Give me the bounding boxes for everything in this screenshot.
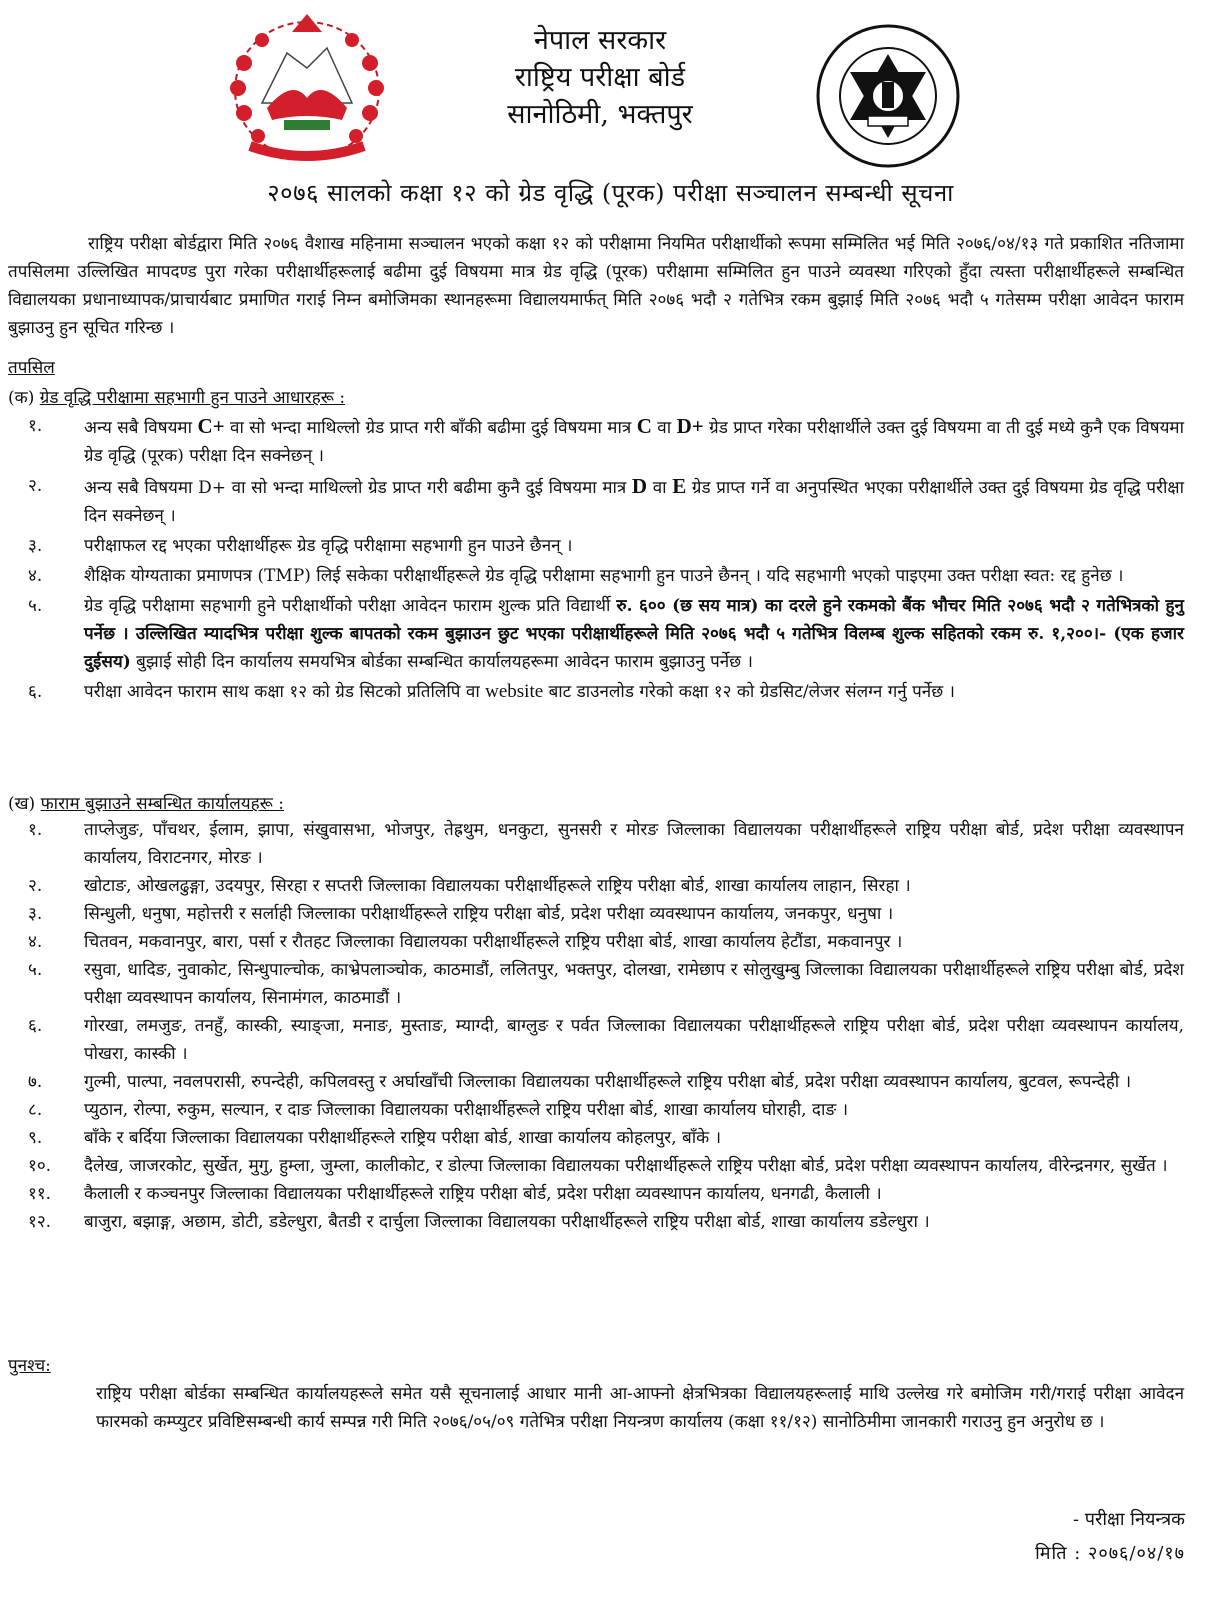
list-item xyxy=(28,472,1184,530)
signature-title: - परीक्षा नियन्त्रक xyxy=(1072,1509,1185,1530)
item-number: ६. xyxy=(28,1016,43,1036)
item-text: वा सो भन्दा माथिल्लो ग्रेड प्राप्त गरी बाँकी बढीमा दुई विषयमा मात्र xyxy=(224,418,637,438)
item-number: ६. xyxy=(28,682,43,702)
item-text: ग्रेड प्राप्त गर्ने वा अनुपस्थित भएका परीक्षार्थीले उक्त दुई विषयमा ग्रेड वृद्धि परीक्षा दिन सक्नेछन् । xyxy=(84,478,1184,526)
grade-mark: D+ xyxy=(676,414,704,438)
item-number: १. xyxy=(28,416,43,436)
postscript-heading: पुनश्च: xyxy=(8,1356,51,1376)
item-text: अन्य सबै विषयमा xyxy=(84,418,198,438)
item-text: ग्रेड वृद्धि परीक्षामा सहभागी हुने परीक्षार्थीको परीक्षा आवेदन फाराम शुल्क प्रति विद्यार्थी xyxy=(84,596,617,616)
item-text: गुल्मी, पाल्पा, नवलपरासी, रुपन्देही, कपिलवस्तु र अर्घाखाँची जिल्लाका विद्यालयका परीक्षार्थीहरूले राष्ट्रिय परीक्षा बोर्ड, प्रदेश परीक्षा व्यवस्थापन कार्यालय, बुटवल, रूपन्देही । xyxy=(84,1072,1132,1092)
section-ka-title: ग्रेड वृद्धि परीक्षामा सहभागी हुन पाउने आधारहरू : xyxy=(39,388,346,408)
list-item xyxy=(28,532,1184,560)
item-text: वा xyxy=(647,478,673,498)
list-item xyxy=(28,412,1184,470)
item-number: ४. xyxy=(28,566,43,586)
item-text: बाँके र बर्दिया जिल्लाका विद्यालयका परीक्षार्थीहरूले राष्ट्रिय परीक्षा बोर्ड, शाखा कार्यालय कोहलपुर, बाँके । xyxy=(84,1128,722,1148)
item-text: रसुवा, धादिङ, नुवाकोट, सिन्धुपाल्चोक, काभ्रेपलाञ्चोक, काठमाडौं, ललितपुर, भक्तपुर, दोलखा, रामेछाप र सोलुखुम्बु जिल्लाका विद्यालयका परीक्षार्थीहरूले राष्ट्रिय परीक्षा बोर्ड, प्रदेश परीक्षा व्यवस्थापन कार्यालय, सिनामंगल, काठमाडौं । xyxy=(84,960,1184,1008)
intro-paragraph: राष्ट्रिय परीक्षा बोर्डद्वारा मिति २०७६ वैशाख महिनामा सञ्चालन भएको कक्षा १२ को परीक्षामा नियमित परीक्षार्थीको रूपमा सम्मिलित भई मिति २०७६/०४/१३ गते प्रकाशित नतिजामा तपसिलमा उल्लिखित मापदण्ड पुरा गरेका परीक्षार्थीहरूलाई बढीमा दुई विषयमा मात्र ग्रेड वृद्धि (पूरक) परीक्षामा सम्मिलित हुन पाउने व्यवस्था गरिएको हुँदा त्यस्ता परीक्षार्थीहरूले सम्बन्धित विद्यालयका प्रधानाध्यापक/प्राचार्यबाट प्रमाणित गराई निम्न बमोजिमका स्थानहरूमा विद्यालयमार्फत् मिति २०७६ भदौ २ गतेभित्र रकम बुझाई मिति २०७६ भदौ ५ गतेसम्म परीक्षा आवेदन फाराम बुझाउनु हुन सूचित गरिन्छ । xyxy=(8,234,1184,338)
list-item xyxy=(28,1152,1184,1180)
list-item xyxy=(28,592,1184,676)
header-line-board: राष्ट्रिय परीक्षा बोर्ड xyxy=(514,62,686,93)
notice-title: २०७६ सालको कक्षा १२ को ग्रेड वृद्धि (पूरक) परीक्षा सञ्चालन सम्बन्धी सूचना xyxy=(267,179,954,207)
item-number: ८. xyxy=(28,1100,43,1120)
list-item xyxy=(28,1096,1184,1124)
item-number: ५. xyxy=(28,960,43,980)
list-item xyxy=(28,928,1184,956)
item-number: २. xyxy=(28,476,43,496)
list-item xyxy=(28,900,1184,928)
item-number: १२. xyxy=(28,1212,52,1232)
list-item xyxy=(28,956,1184,1012)
nepal-emblem-icon xyxy=(222,8,392,168)
item-text: बाट डाउनलोड गरेको कक्षा १२ को ग्रेडसिट/लेजर संलग्न गर्नु पर्नेछ । xyxy=(543,682,955,702)
section-kha-prefix: (ख) xyxy=(8,794,36,814)
list-item xyxy=(28,562,1184,590)
grade-mark: D xyxy=(631,474,648,498)
item-number: ५. xyxy=(28,596,43,616)
item-text: ग्रेड प्राप्त गरेका परीक्षार्थीले उक्त दुई विषयमा वा ती दुई मध्ये कुनै एक विषयमा ग्रेड वृद्धि (पूरक) परीक्षा दिन सक्नेछन् । xyxy=(84,418,1185,466)
item-text: सिन्धुली, धनुषा, महोत्तरी र सर्लाही जिल्लाका परीक्षार्थीहरूले राष्ट्रिय परीक्षा बोर्ड, प्रदेश परीक्षा व्यवस्थापन कार्यालय, जनकपुर, धनुषा । xyxy=(84,904,894,924)
item-number: १. xyxy=(28,820,43,840)
section-ka-prefix: (क) xyxy=(8,388,35,408)
list-item xyxy=(28,1180,1184,1208)
offices-list xyxy=(28,816,1184,1236)
item-number: २. xyxy=(28,876,43,896)
item-text: प्युठान, रोल्पा, रुकुम, सल्यान, र दाङ जिल्लाका विद्यालयका परीक्षार्थीहरूले राष्ट्रिय परीक्षा बोर्ड, शाखा कार्यालय घोराही, दाङ । xyxy=(84,1100,849,1120)
list-item xyxy=(28,1068,1184,1096)
item-text: खोटाङ, ओखलढुङ्गा, उदयपुर, सिरहा र सप्तरी जिल्लाका विद्यालयका परीक्षार्थीहरूले राष्ट्रिय परीक्षा बोर्ड, शाखा कार्यालय लाहान, सिरहा । xyxy=(84,876,911,896)
section-ka-heading xyxy=(8,384,345,412)
item-text: वा xyxy=(651,418,677,438)
item-number: ११. xyxy=(28,1184,52,1204)
header-line-address: सानोठिमी, भक्तपुर xyxy=(507,99,693,130)
item-number: ४. xyxy=(28,932,43,952)
item-number: ७. xyxy=(28,1072,43,1092)
item-text: परीक्षा आवेदन फाराम साथ कक्षा १२ को ग्रेड सिटको प्रतिलिपि वा xyxy=(84,682,486,702)
list-item xyxy=(28,1124,1184,1152)
item-text: बुझाई सोही दिन कार्यालय समयभित्र बोर्डका सम्बन्धित कार्यालयहरूमा आवेदन फाराम बुझाउनु पर्नेछ । xyxy=(130,652,753,672)
list-item xyxy=(28,1208,1184,1236)
item-number: ३. xyxy=(28,536,43,556)
section-kha-title: फाराम बुझाउने सम्बन्धित कार्यालयहरू : xyxy=(40,794,284,814)
item-text: अन्य सबै विषयमा D+ वा सो भन्दा माथिल्लो ग्रेड प्राप्त गरी बढीमा कुनै दुई विषयमा मात्र xyxy=(84,478,632,498)
postscript-paragraph: राष्ट्रिय परीक्षा बोर्डका सम्बन्धित कार्यालयहरूले समेत यसै सूचनालाई आधार मानी आ-आफ्नो क्षेत्रभित्रका विद्यालयहरूलाई माथि उल्लेख गरे बमोजिम गरी/गराई परीक्षा आवेदन फारमको कम्प्युटर प्रविष्टिसम्बन्धी कार्य सम्पन्न गरी मिति २०७६/०५/०९ गतेभित्र परीक्षा नियन्त्रण कार्यालय (कक्षा ११/१२) सानोठिमीमा जानकारी गराउनु हुन अनुरोध छ । xyxy=(96,1384,1184,1432)
item-text: शैक्षिक योग्यताका प्रमाणपत्र (TMP) लिई सकेका परीक्षार्थीहरूले ग्रेड वृद्धि परीक्षामा सहभागी हुन पाउने छैनन् । यदि सहभागी भएको पाइएमा उक्त परीक्षा स्वत: रद्द हुनेछ । xyxy=(84,566,1124,586)
section-kha-heading xyxy=(8,790,284,818)
item-number: ३. xyxy=(28,904,43,924)
list-item xyxy=(28,816,1184,872)
list-item xyxy=(28,872,1184,900)
tapasil-heading: तपसिल xyxy=(8,358,55,378)
website-word: website xyxy=(485,681,544,702)
item-text: दैलेख, जाजरकोट, सुर्खेत, मुगु, हुम्ला, जुम्ला, कालीकोट, र डोल्पा जिल्लाका विद्यालयका परीक्षार्थीहरूले राष्ट्रिय परीक्षा बोर्ड, प्रदेश परीक्षा व्यवस्थापन कार्यालय, वीरेन्द्रनगर, सुर्खेत । xyxy=(84,1156,1168,1176)
grade-mark: C xyxy=(636,414,652,438)
neb-logo-icon xyxy=(808,12,968,177)
grade-mark: E xyxy=(672,474,687,498)
office-header xyxy=(440,22,760,133)
item-text: कैलाली र कञ्चनपुर जिल्लाका विद्यालयका परीक्षार्थीहरूले राष्ट्रिय परीक्षा बोर्ड, प्रदेश परीक्षा व्यवस्थापन कार्यालय, धनगढी, कैलाली । xyxy=(84,1184,882,1204)
item-number: ९. xyxy=(28,1128,43,1148)
item-text: गोरखा, लमजुङ, तनहुँ, कास्की, स्याङ्जा, मनाङ, मुस्ताङ, म्याग्दी, बाग्लुङ र पर्वत जिल्लाका विद्यालयका परीक्षार्थीहरूले राष्ट्रिय परीक्षा बोर्ड, प्रदेश परीक्षा व्यवस्थापन कार्यालय, पोखरा, कास्की । xyxy=(84,1016,1184,1064)
item-text: चितवन, मकवानपुर, बारा, पर्सा र रौतहट जिल्लाका विद्यालयका परीक्षार्थीहरूले राष्ट्रिय परीक्षा बोर्ड, शाखा कार्यालय हेटौंडा, मकवानपुर । xyxy=(84,932,903,952)
item-text: ताप्लेजुङ, पाँचथर, ईलाम, झापा, संखुवासभा, भोजपुर, तेह्रथुम, धनकुटा, सुनसरी र मोरङ जिल्लाका विद्यालयका परीक्षार्थीहरूले राष्ट्रिय परीक्षा बोर्ड, प्रदेश परीक्षा व्यवस्थापन कार्यालय, विराटनगर, मोरङ । xyxy=(84,820,1184,868)
item-text: परीक्षाफल रद्द भएका परीक्षार्थीहरू ग्रेड वृद्धि परीक्षामा सहभागी हुन पाउने छैनन् । xyxy=(84,536,573,556)
list-item xyxy=(28,678,1184,706)
header-line-government: नेपाल सरकार xyxy=(533,25,667,56)
eligibility-list xyxy=(28,412,1184,708)
grade-mark: C+ xyxy=(197,414,225,438)
item-number: १०. xyxy=(28,1156,52,1176)
item-text: बाजुरा, बझाङ्ग, अछाम, डोटी, डडेल्धुरा, बैतडी र दार्चुला जिल्लाका विद्यालयका परीक्षार्थीहरूले राष्ट्रिय परीक्षा बोर्ड, शाखा कार्यालय डडेल्धुरा । xyxy=(84,1212,930,1232)
list-item xyxy=(28,1012,1184,1068)
fee-bold-text: रु. ६०० (छ सय मात्र) का दरले हुने रकमको बैंक भौचर मिति २०७६ भदौ २ गतेभित्रको हुनु पर्नेछ । उल्लिखित म्यादभित्र परीक्षा शुल्क बापतको रकम बुझाउन छुट भएका परीक्षार्थीहरूले मिति २०७६ भदौ ५ गतेभित्र विलम्ब शुल्क सहितको रकम रु. १,२००।- (एक हजार दुईसय) xyxy=(84,596,1184,672)
signature-date: मिति : २०७६/०४/१७ xyxy=(1035,1543,1185,1564)
